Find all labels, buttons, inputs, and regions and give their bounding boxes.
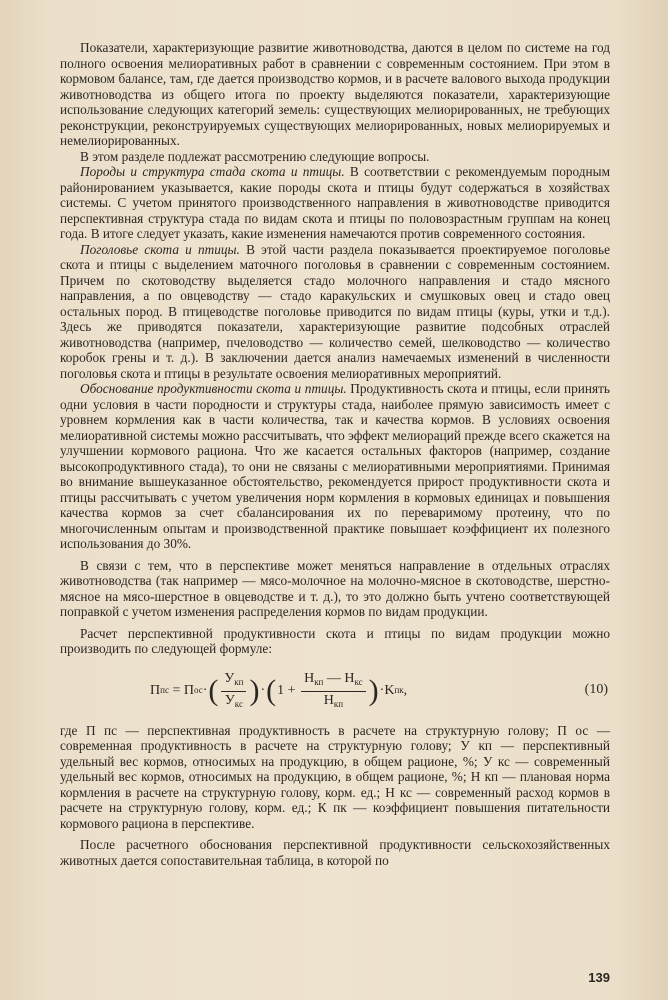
frac1-den-sub: кс bbox=[234, 698, 243, 709]
frac2-num-a-sub: кп bbox=[314, 676, 324, 687]
formula-base: П bbox=[183, 683, 194, 699]
formula-dot-3: · bbox=[379, 683, 385, 699]
paragraph-direction: В связи с тем, что в перспективе может меняться направление в отдельных отраслях животноводства (так например — мясо-молочное на молочно-мясное в скотоводстве, шерстно-мясное на мясо-шерстное в овцеводстве и т. д.), то это должно быть учтено соответствующей поправкой с учетом изменения распределения кормов по видам продукции. bbox=[60, 557, 610, 619]
frac1-num-sub: кп bbox=[234, 676, 244, 687]
formula-base-sub: ос bbox=[193, 685, 203, 696]
formula-lhs: П bbox=[150, 683, 161, 699]
section-text-productivity: Продуктивность скота и птицы, если принять одни условия в части породности и структуры стада, наиболее прямую зависимость имеет с уровнем кормления как в части количества, так и качества кормов. В условиях освоения мелиоративной системы можно рассчитывать, что эффект мелиораций прежде всего скажется на улучшении кормового рациона. Что же касается остальных факторов (например, создание высокопродуктивного стада), то они не связаны с мелиоративными мероприятиями. Принимая во внимание вышеуказанное обстоятельство, рекомендуется прирост продуктивности скота и птицы рассчитывать с учетом увеличения норм кормления в кормовых единицах и повышения качества кормов за счет сбалансирования их по переваримому протеину, что по многочисленным опытам и производственной практике повышает коэффициент их полезного использования до 30%. bbox=[60, 381, 610, 551]
formula-equals: = bbox=[168, 683, 184, 699]
paren-open-1: ( bbox=[208, 674, 219, 707]
frac2-num-a: Н bbox=[304, 670, 315, 686]
frac1-num: У bbox=[224, 670, 235, 686]
paragraph-formula-intro: Расчет перспективной продуктивности скота и птицы по видам продукции можно производить по следующей формуле: bbox=[60, 625, 610, 656]
paragraph-breeds bbox=[60, 164, 610, 242]
formula-one-plus: 1 + bbox=[277, 683, 300, 699]
frac2-num-b-sub: кс bbox=[354, 676, 363, 687]
formula-dot: · bbox=[202, 683, 208, 699]
section-heading-productivity: Обоснование продуктивности скота и птицы. bbox=[80, 381, 347, 396]
formula-coefficient: K bbox=[384, 683, 395, 699]
frac2-den: Н bbox=[323, 692, 334, 708]
section-text-breeds: В соответствии с рекомендуемым породным районированием указывается, какие породы скота и птицы будут содержаться в хозяйствах системы. С учетом принятого производственного направления в животноводстве приводится перспективная структура стада по видам скота и птицы по половозрастным группам на конец года. В итоге следует указать, какие изменения намечаются против современного состояния. bbox=[60, 164, 610, 241]
formula-coefficient-sub: пк bbox=[394, 685, 404, 696]
section-heading-breeds: Породы и структура стада скота и птицы. bbox=[80, 164, 345, 179]
paragraph-questions: В этом разделе подлежат рассмотрению следующие вопросы. bbox=[80, 148, 430, 164]
frac2-den-sub: кп bbox=[333, 698, 344, 709]
section-text-livestock: В этой части раздела показывается проектируемое поголовье скота и птицы с выделением маточного поголовья в сравнении с современным состоянием. Причем по скотоводству выделяется стадо молочного направления и стадо мясного направления, а по овцеводству — стадо каракульских и смушковых овец и стадо овец остальных пород. В птицеводстве поголовье приводится по видам птицы (куры, утки и т.д.). Здесь же приводятся показатели, характеризующие развитие подсобных отраслей животноводства (например, пчеловодство — количество семей, шелководство — количество коробок грены и т. д.). В заключении дается анализ намечаемых изменений в численности поголовья скота и птицы в результате освоения мелиоративных мероприятий. bbox=[60, 241, 610, 381]
formula-dot-2: · bbox=[260, 683, 266, 699]
section-heading-livestock: Поголовье скота и птицы. bbox=[80, 241, 240, 257]
paren-open-2: ( bbox=[266, 674, 277, 707]
fraction-share bbox=[221, 671, 246, 712]
equation-number: (10) bbox=[584, 681, 608, 697]
frac2-minus: — bbox=[323, 670, 345, 686]
paragraph-definitions: где П пс — перспективная продуктивность в расчете на структурную голову; П ос — современная продуктивность в расчете на структурную голову; У кп — перспективный удельный вес кормов, относимых на продукцию, в общем рационе, %; У кс — современный удельный вес кормов, относимых на продукцию, в общем рационе, %; Н кп — плановая норма кормления в расчете на структурную голову, корм. ед.; Н кс — современный расход кормов в расчете на структурную голову, корм. ед.; К пк — коэффициент повышения питательности кормового рациона в перспективе. bbox=[60, 722, 610, 831]
fraction-norm bbox=[301, 671, 366, 712]
paragraph-intro: Показатели, характеризующие развитие животноводства, даются в целом по системе на год полного освоения мелиоративных работ в сравнении с современным состоянием. При этом в кормовом балансе, там, где дается производство кормов, и в расчете валового выхода продукции животноводства из общего итога по проекту выделяются показатели, характеризующие использование следующих категорий земель: существующих мелиорированных, не требующих реконструкции, реконструируемых существующих мелиорированных, новых мелиорируемых и немелиорированных. bbox=[60, 40, 610, 148]
frac1-den: У bbox=[224, 692, 235, 708]
formula-expression bbox=[150, 671, 407, 712]
formula-lhs-sub: пс bbox=[160, 685, 169, 696]
paren-close-1: ) bbox=[249, 674, 260, 707]
paragraph-livestock bbox=[60, 242, 610, 382]
paren-close-2: ) bbox=[368, 674, 379, 707]
page-number: 139 bbox=[588, 970, 610, 985]
formula-comma: , bbox=[403, 683, 408, 699]
formula-10 bbox=[60, 663, 610, 719]
paragraph-productivity bbox=[60, 381, 610, 552]
frac2-num-b: Н bbox=[344, 670, 355, 686]
paragraph-conclusion: После расчетного обоснования перспективной продуктивности сельскохозяйственных животных дается сопоставительная таблица, в которой по bbox=[60, 837, 610, 868]
body-text bbox=[60, 40, 610, 868]
